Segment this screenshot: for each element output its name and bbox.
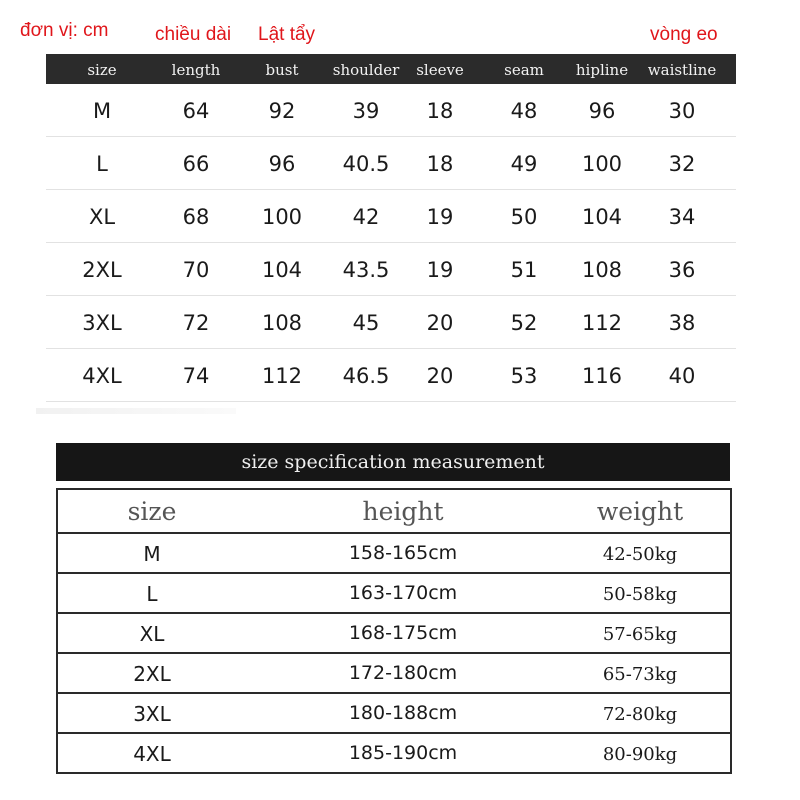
table-cell: 108 [261,311,303,335]
table-cell: 163-170cm [348,582,458,604]
table-cell: 96 [588,99,616,123]
table-cell: 172-180cm [348,662,458,684]
table-cell: 42 [352,205,380,229]
table-row [46,190,736,243]
table-cell: 168-175cm [348,622,458,644]
table-cell: 19 [426,205,454,229]
header-length: length [171,61,221,79]
table-cell: 108 [581,258,623,282]
table-row [46,137,736,190]
table-cell: 74 [182,364,210,388]
table-cell: 100 [261,205,303,229]
size-spec-table-body [58,532,730,772]
header-bust: bust [265,61,299,79]
table-cell: 34 [668,205,696,229]
table-cell: 20 [426,311,454,335]
table-cell: 72 [182,311,210,335]
size-spec-title: size specification measurement [56,443,730,481]
table-cell: 158-165cm [348,542,458,564]
header-size: size [87,61,117,79]
table-cell: 50-58kg [602,584,678,605]
table-cell: 32 [668,152,696,176]
table-row [58,692,730,732]
table-cell: 116 [581,364,623,388]
table-cell: 20 [426,364,454,388]
table-cell: 43.5 [342,258,390,282]
garment-size-table-header [46,54,736,84]
table-cell: 39 [352,99,380,123]
table-cell: 51 [510,258,538,282]
header-weight: weight [596,497,684,526]
garment-size-table [46,54,736,402]
table-cell: 64 [182,99,210,123]
table-cell: 48 [510,99,538,123]
table-cell: XL [139,622,165,646]
header-hipline: hipline [575,61,629,79]
table-cell: 50 [510,205,538,229]
table-row [58,532,730,572]
length-vietnamese-label: chiều dài [155,24,232,45]
table-cell: 52 [510,311,538,335]
size-spec-header-row [58,490,730,532]
table-row [58,612,730,652]
table-row [58,572,730,612]
header-height: height [362,497,444,526]
table-cell: XL [88,205,116,229]
table-row [46,84,736,137]
table-cell: 68 [182,205,210,229]
table-cell: 70 [182,258,210,282]
table-cell: 72-80kg [602,704,678,725]
table-cell: L [146,582,158,606]
table-row [46,349,736,402]
faint-divider [36,408,236,414]
table-cell: M [143,542,161,566]
header-sleeve: sleeve [416,61,464,79]
table-cell: 80-90kg [602,744,678,765]
table-cell: 3XL [82,311,122,335]
table-cell: 185-190cm [348,742,458,764]
table-cell: 40 [668,364,696,388]
table-row [46,243,736,296]
table-cell: 49 [510,152,538,176]
table-cell: 53 [510,364,538,388]
table-row [58,652,730,692]
unit-label: đơn vị: cm [20,20,109,41]
table-cell: 100 [581,152,623,176]
table-cell: 57-65kg [602,624,678,645]
table-cell: 66 [182,152,210,176]
table-cell: L [96,152,108,176]
size-spec-table [56,488,732,774]
table-cell: 2XL [82,258,122,282]
table-cell: 46.5 [342,364,390,388]
table-cell: 104 [581,205,623,229]
table-cell: 2XL [133,662,171,686]
table-cell: 42-50kg [602,544,678,565]
table-cell: 3XL [133,702,171,726]
table-cell: 112 [261,364,303,388]
table-cell: 65-73kg [602,664,678,685]
table-cell: 96 [268,152,296,176]
table-cell: 4XL [82,364,122,388]
table-cell: 45 [352,311,380,335]
table-cell: 18 [426,99,454,123]
table-cell: 112 [581,311,623,335]
table-cell: 30 [668,99,696,123]
table-cell: M [92,99,112,123]
header-shoulder: shoulder [332,61,400,79]
table-cell: 104 [261,258,303,282]
garment-size-table-body [46,84,736,402]
table-cell: 92 [268,99,296,123]
table-cell: 4XL [133,742,171,766]
table-cell: 36 [668,258,696,282]
table-row [46,296,736,349]
table-row [58,732,730,772]
header-waistline: waistline [647,61,717,79]
bust-vietnamese-label: Lật tẩy [258,24,316,45]
waistline-vietnamese-label: vòng eo [650,24,718,45]
table-cell: 38 [668,311,696,335]
table-cell: 40.5 [342,152,390,176]
table-cell: 180-188cm [348,702,458,724]
table-cell: 19 [426,258,454,282]
header-size: size [127,497,177,526]
header-seam: seam [504,61,544,79]
table-cell: 18 [426,152,454,176]
